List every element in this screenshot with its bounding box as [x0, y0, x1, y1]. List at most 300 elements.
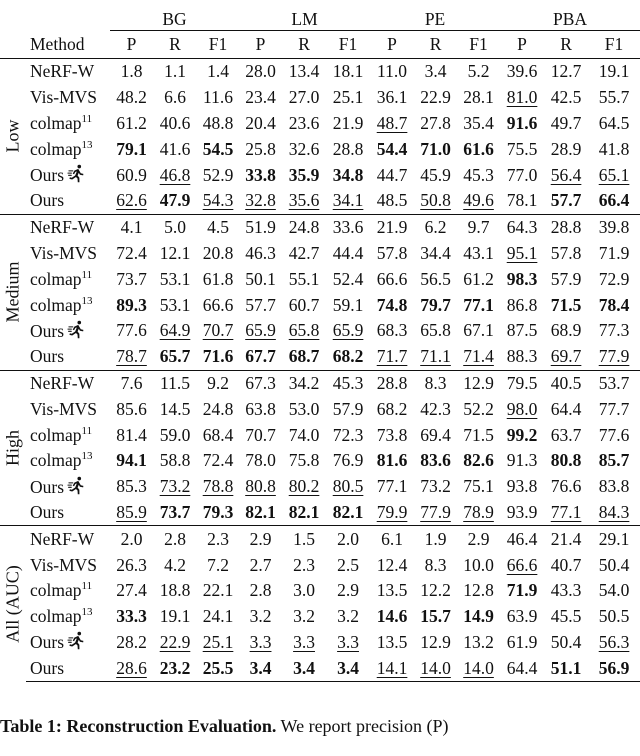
table-cell: [153, 370, 197, 396]
table-cell: [544, 162, 588, 188]
table-cell: [370, 370, 414, 396]
table-cell: [326, 655, 370, 681]
cell-value: 42.5: [550, 87, 582, 108]
table-cell: [500, 136, 544, 162]
table-cell: [457, 526, 500, 552]
table-cell: [282, 241, 326, 267]
table-cell: [110, 604, 153, 630]
table-cell: [282, 188, 326, 214]
method-name: [26, 655, 110, 681]
group-header-pe: PE: [370, 0, 500, 31]
table-cell: [544, 396, 588, 422]
metric-header-pe-p: P: [370, 31, 414, 59]
cell-value: 77.6: [116, 320, 147, 341]
table-cell: [544, 318, 588, 344]
method-name: [26, 500, 110, 526]
table-cell: [500, 214, 544, 240]
cell-value: 69.4: [420, 424, 451, 445]
table-cell: [110, 370, 153, 396]
method-name-text: colmap: [30, 112, 82, 133]
method-name: [26, 474, 110, 500]
table-cell: [153, 604, 197, 630]
cell-value: 75.1: [463, 476, 494, 497]
table-cell: [110, 396, 153, 422]
cell-value: 35.6: [288, 190, 320, 211]
cell-value: 89.3: [116, 294, 147, 315]
cell-value: 4.2: [164, 554, 186, 575]
cell-value: 39.8: [598, 217, 630, 238]
table-cell: [414, 526, 457, 552]
table-row: [0, 59, 640, 85]
table-cell: [326, 396, 370, 422]
table-cell: [588, 474, 640, 500]
method-name: [26, 448, 110, 474]
table-cell: [588, 292, 640, 318]
table-cell: [282, 396, 326, 422]
table-cell: [500, 370, 544, 396]
cell-value: 66.6: [202, 294, 234, 315]
table-cell: [544, 500, 588, 526]
table-cell: [500, 526, 544, 552]
cell-value: 2.9: [337, 580, 359, 601]
cell-value: 35.4: [463, 112, 494, 133]
cell-value: 61.8: [202, 268, 234, 289]
cell-value: 44.7: [376, 164, 408, 185]
table-cell: [588, 241, 640, 267]
cell-value: 21.4: [550, 528, 582, 549]
cell-value: 73.2: [159, 476, 191, 497]
table-cell: [588, 370, 640, 396]
cell-value: 85.9: [116, 501, 147, 522]
cell-value: 61.6: [463, 138, 494, 159]
table-cell: [197, 396, 239, 422]
method-name-text: colmap: [30, 450, 82, 471]
table-cell: [414, 448, 457, 474]
cell-value: 24.1: [202, 606, 234, 627]
table-cell: [457, 344, 500, 370]
table-cell: [110, 448, 153, 474]
table-cell: [414, 370, 457, 396]
method-name-text: NeRF-W: [30, 372, 95, 393]
table-cell: [544, 241, 588, 267]
table-cell: [282, 344, 326, 370]
table-cell: [500, 604, 544, 630]
cell-value: 14.6: [376, 606, 408, 627]
citation-superscript: 11: [81, 580, 93, 593]
cell-value: 22.1: [202, 580, 234, 601]
table-cell: [457, 162, 500, 188]
cell-value: 29.1: [598, 528, 630, 549]
cell-value: 65.9: [245, 320, 276, 341]
table-cell: [197, 422, 239, 448]
cell-value: 67.7: [245, 346, 276, 367]
cell-value: 57.8: [376, 242, 408, 263]
cell-value: 27.4: [116, 580, 147, 601]
cell-value: 85.6: [116, 398, 147, 419]
table-cell: [239, 214, 282, 240]
table-cell: [588, 266, 640, 292]
cell-value: 72.4: [202, 450, 234, 471]
table-cell: [153, 136, 197, 162]
table-cell: [153, 59, 197, 85]
cell-value: 19.1: [598, 61, 630, 82]
table-cell: [239, 241, 282, 267]
cell-value: 71.5: [463, 424, 494, 445]
table-cell: [153, 474, 197, 500]
table-cell: [239, 655, 282, 681]
cell-value: 2.9: [467, 528, 490, 549]
table-cell: [282, 604, 326, 630]
cell-value: 14.0: [463, 657, 494, 678]
cell-value: 40.5: [550, 372, 582, 393]
method-name: [26, 292, 110, 318]
cell-value: 23.6: [288, 112, 320, 133]
table-cell: [414, 500, 457, 526]
cell-value: 35.9: [288, 164, 320, 185]
table-cell: [326, 344, 370, 370]
table-cell: [588, 422, 640, 448]
cell-value: 60.9: [116, 164, 147, 185]
table-cell: [588, 85, 640, 111]
method-name: [26, 318, 110, 344]
cell-value: 34.4: [420, 242, 451, 263]
method-name: [26, 214, 110, 240]
table-cell: [544, 655, 588, 681]
table-cell: [500, 318, 544, 344]
cell-value: 81.6: [376, 450, 408, 471]
table-cell: [153, 630, 197, 656]
table-cell: [197, 500, 239, 526]
cell-value: 62.6: [116, 190, 147, 211]
cell-value: 65.8: [288, 320, 320, 341]
method-name: [26, 85, 110, 111]
table-cell: [370, 241, 414, 267]
table-cell: [282, 162, 326, 188]
cell-value: 50.8: [420, 190, 451, 211]
metric-header-pe-f1: F1: [457, 31, 500, 59]
cell-value: 94.1: [116, 450, 147, 471]
table-cell: [457, 266, 500, 292]
cell-value: 28.0: [245, 61, 276, 82]
method-name-text: colmap: [30, 580, 82, 601]
table-cell: [239, 266, 282, 292]
table-cell: [326, 59, 370, 85]
section-label: [0, 526, 26, 682]
table-cell: [326, 162, 370, 188]
cell-value: 2.7: [249, 554, 272, 575]
table-cell: [153, 85, 197, 111]
cell-value: 28.9: [550, 138, 582, 159]
cell-value: 13.4: [288, 61, 320, 82]
metric-header-row: [0, 31, 640, 59]
cell-value: 3.3: [337, 631, 359, 652]
table-cell: [282, 318, 326, 344]
metric-header-lm-p: P: [239, 31, 282, 59]
table-cell: [544, 448, 588, 474]
table-row: [0, 552, 640, 578]
table-cell: [282, 266, 326, 292]
table-cell: [197, 604, 239, 630]
method-name-text: NeRF-W: [30, 528, 95, 549]
cell-value: 57.9: [332, 398, 364, 419]
table-cell: [326, 448, 370, 474]
cell-value: 79.9: [376, 501, 408, 522]
table-cell: [544, 214, 588, 240]
table-cell: [370, 396, 414, 422]
method-name-text: Vis-MVS: [30, 242, 98, 263]
table-cell: [197, 552, 239, 578]
caption-text: We report precision (P): [276, 716, 449, 736]
method-name-text: Ours: [30, 346, 65, 367]
metric-header-pe-r: R: [414, 31, 457, 59]
cell-value: 11.5: [160, 372, 190, 393]
cell-value: 77.1: [376, 476, 408, 497]
cell-value: 80.8: [550, 450, 582, 471]
section-label-text: Low: [2, 119, 23, 153]
table-cell: [500, 241, 544, 267]
table-cell: [153, 500, 197, 526]
cell-value: 71.7: [376, 346, 408, 367]
cell-value: 74.0: [288, 424, 320, 445]
cell-value: 3.2: [293, 606, 315, 627]
table-cell: [153, 292, 197, 318]
table-cell: [239, 162, 282, 188]
table-cell: [370, 448, 414, 474]
group-header-pba: PBA: [500, 0, 640, 31]
cell-value: 12.9: [463, 372, 494, 393]
cell-value: 28.1: [463, 87, 494, 108]
cell-value: 56.4: [550, 164, 582, 185]
cell-value: 18.1: [332, 61, 364, 82]
method-name-text: colmap: [30, 138, 82, 159]
cell-value: 71.1: [420, 346, 451, 367]
table-cell: [326, 578, 370, 604]
table-cell: [370, 422, 414, 448]
table-cell: [588, 578, 640, 604]
table-cell: [326, 630, 370, 656]
cell-value: 65.1: [598, 164, 630, 185]
cell-value: 65.7: [159, 346, 191, 367]
table-cell: [197, 85, 239, 111]
cell-value: 3.2: [249, 606, 272, 627]
cell-value: 41.8: [598, 138, 630, 159]
cell-value: 68.7: [288, 346, 320, 367]
table-cell: [326, 422, 370, 448]
table-cell: [500, 85, 544, 111]
table-cell: [110, 655, 153, 681]
table-cell: [500, 552, 544, 578]
table-cell: [500, 188, 544, 214]
cell-value: 80.2: [288, 476, 320, 497]
table-cell: [110, 266, 153, 292]
cell-value: 64.5: [598, 112, 630, 133]
method-name-text: NeRF-W: [30, 217, 95, 238]
cell-value: 1.5: [293, 528, 315, 549]
cell-value: 79.5: [506, 372, 538, 393]
citation-superscript: 13: [81, 606, 93, 619]
table-cell: [197, 136, 239, 162]
cell-value: 80.8: [245, 476, 276, 497]
table-cell: [588, 344, 640, 370]
cell-value: 77.3: [598, 320, 630, 341]
table-cell: [282, 655, 326, 681]
table-cell: [370, 111, 414, 137]
method-name: [26, 136, 110, 162]
cell-value: 42.3: [420, 398, 451, 419]
cell-value: 57.9: [550, 268, 582, 289]
table-cell: [239, 474, 282, 500]
citation-superscript: 13: [81, 294, 93, 307]
table-cell: [282, 448, 326, 474]
cell-value: 74.8: [376, 294, 408, 315]
table-cell: [588, 526, 640, 552]
cell-value: 68.2: [332, 346, 364, 367]
table-cell: [110, 318, 153, 344]
cell-value: 66.4: [598, 190, 630, 211]
table-cell: [153, 422, 197, 448]
table-cell: [326, 604, 370, 630]
cell-value: 28.8: [332, 138, 364, 159]
table-cell: [110, 578, 153, 604]
table-cell: [588, 655, 640, 681]
table-cell: [414, 162, 457, 188]
runner-icon: [67, 476, 86, 495]
cell-value: 72.3: [332, 424, 364, 445]
cell-value: 75.8: [288, 450, 320, 471]
method-name-text: colmap: [30, 268, 82, 289]
table-cell: [414, 318, 457, 344]
cell-value: 64.4: [506, 657, 538, 678]
table-row: [0, 162, 640, 188]
table-cell: [457, 318, 500, 344]
table-cell: [282, 136, 326, 162]
cell-value: 59.0: [159, 424, 191, 445]
cell-value: 77.0: [506, 164, 538, 185]
table-cell: [282, 578, 326, 604]
table-cell: [370, 474, 414, 500]
table-cell: [110, 59, 153, 85]
cell-value: 93.8: [506, 476, 538, 497]
cell-value: 15.7: [420, 606, 451, 627]
cell-value: 78.1: [506, 190, 538, 211]
table-cell: [588, 396, 640, 422]
cell-value: 32.6: [288, 138, 320, 159]
cell-value: 54.0: [598, 580, 630, 601]
table-cell: [414, 552, 457, 578]
cell-value: 42.7: [288, 242, 320, 263]
runner-icon: [67, 631, 86, 650]
table-cell: [500, 655, 544, 681]
cell-value: 53.0: [288, 398, 320, 419]
table-cell: [153, 578, 197, 604]
table-cell: [110, 552, 153, 578]
table-cell: [500, 500, 544, 526]
cell-value: 45.3: [332, 372, 364, 393]
table-row: [0, 344, 640, 370]
table-cell: [457, 474, 500, 500]
cell-value: 3.3: [293, 631, 315, 652]
citation-superscript: 11: [81, 424, 93, 437]
cell-value: 49.6: [463, 190, 494, 211]
table-cell: [544, 344, 588, 370]
table-cell: [457, 552, 500, 578]
method-name-text: Vis-MVS: [30, 398, 98, 419]
cell-value: 78.8: [202, 476, 234, 497]
cell-value: 2.8: [249, 580, 272, 601]
method-column-header: Method: [26, 31, 110, 59]
cell-value: 28.8: [550, 217, 582, 238]
method-name-text: Ours: [30, 165, 65, 186]
cell-value: 9.2: [207, 372, 229, 393]
cell-value: 27.8: [420, 112, 451, 133]
table-cell: [282, 552, 326, 578]
cell-value: 51.9: [245, 217, 276, 238]
method-name: [26, 526, 110, 552]
cell-value: 14.5: [159, 398, 191, 419]
cell-value: 56.9: [598, 657, 630, 678]
table-cell: [110, 526, 153, 552]
cell-value: 77.7: [598, 398, 630, 419]
cell-value: 61.2: [463, 268, 494, 289]
cell-value: 71.4: [463, 346, 494, 367]
cell-value: 3.3: [249, 631, 272, 652]
cell-value: 53.1: [159, 294, 191, 315]
cell-value: 73.7: [159, 501, 191, 522]
table-cell: [370, 136, 414, 162]
cell-value: 73.7: [116, 268, 147, 289]
table-cell: [370, 214, 414, 240]
table-cell: [588, 59, 640, 85]
table-cell: [239, 59, 282, 85]
table-row: [0, 422, 640, 448]
cell-value: 67.3: [245, 372, 276, 393]
cell-value: 23.4: [245, 87, 276, 108]
table-cell: [326, 85, 370, 111]
group-header-row: [0, 0, 640, 31]
cell-value: 71.9: [598, 242, 630, 263]
table-cell: [500, 578, 544, 604]
table-row: [0, 188, 640, 214]
cell-value: 3.4: [293, 657, 315, 678]
table-cell: [282, 111, 326, 137]
section-label: [0, 59, 26, 215]
table-cell: [326, 241, 370, 267]
section-label: [0, 370, 26, 526]
cell-value: 63.9: [506, 606, 538, 627]
cell-value: 3.2: [337, 606, 359, 627]
table-cell: [457, 59, 500, 85]
cell-value: 40.7: [550, 554, 582, 575]
table-cell: [588, 448, 640, 474]
cell-value: 71.5: [550, 294, 582, 315]
cell-value: 6.6: [164, 87, 186, 108]
cell-value: 85.7: [598, 450, 630, 471]
table-cell: [153, 396, 197, 422]
table-cell: [239, 448, 282, 474]
table-cell: [239, 188, 282, 214]
table-row: [0, 214, 640, 240]
cell-value: 79.7: [420, 294, 451, 315]
group-header-lm: LM: [239, 0, 370, 31]
cell-value: 99.2: [506, 424, 538, 445]
citation-superscript: 11: [81, 268, 93, 281]
table-cell: [457, 370, 500, 396]
table-caption: [0, 716, 640, 756]
method-name-text: Vis-MVS: [30, 87, 98, 108]
table-cell: [282, 526, 326, 552]
cell-value: 70.7: [202, 320, 234, 341]
method-name: [26, 422, 110, 448]
